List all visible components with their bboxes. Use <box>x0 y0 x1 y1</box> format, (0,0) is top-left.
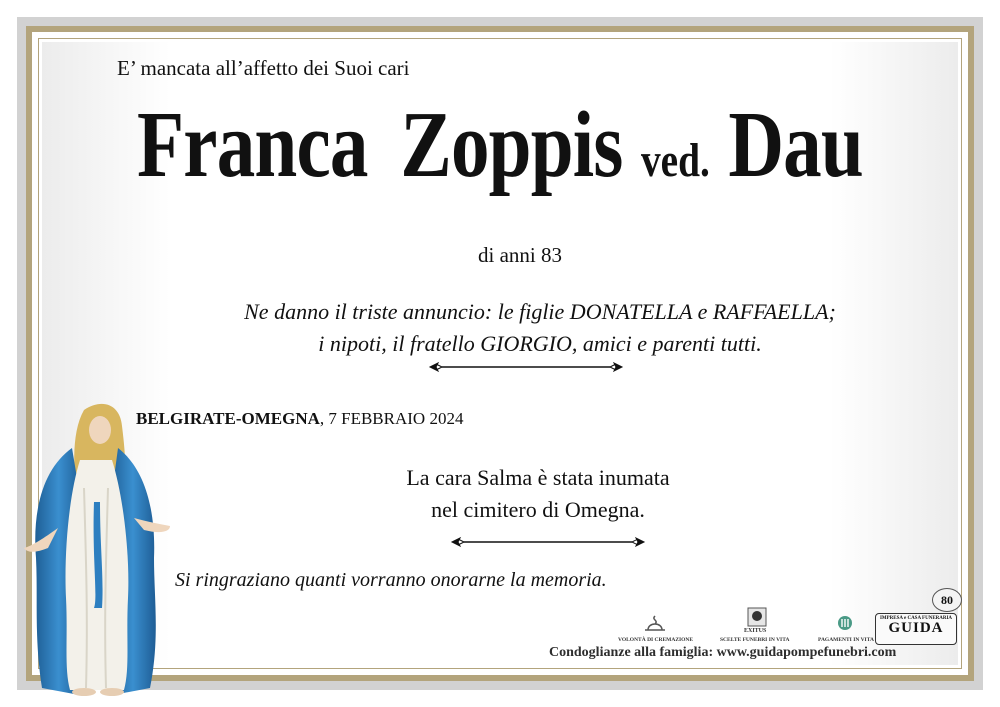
announcement <box>100 296 980 360</box>
married-name: Dau <box>728 93 863 197</box>
anniversary-badge: 80 <box>932 588 962 612</box>
burial-notice <box>300 462 776 526</box>
thanks-text: Si ringraziano quanti vorranno onorarne la memoria. <box>175 569 607 591</box>
announcement-line-1: Ne danno il triste annuncio: le figlie DONATELLA e RAFFAELLA; <box>244 299 836 324</box>
exitus-icon <box>746 606 768 628</box>
guida-logo <box>875 613 957 645</box>
madonna-image <box>14 398 186 698</box>
last-name: Zoppis <box>400 93 623 197</box>
exitus-label: SCELTE FUNEBRI IN VITA <box>720 637 790 643</box>
burial-line-2: nel cimitero di Omegna. <box>431 496 645 522</box>
burial-line-1: La cara Salma è stata inumata <box>406 465 670 490</box>
deceased-name <box>90 94 910 197</box>
intro-text: E’ mancata all’affetto dei Suoi cari <box>117 56 410 80</box>
cremation-icon <box>642 612 668 634</box>
guida-name: GUIDA <box>888 620 944 636</box>
payment-label: PAGAMENTI IN VITA <box>818 637 874 643</box>
payment-icon <box>836 614 854 632</box>
exitus-text: EXITUS <box>744 628 767 634</box>
cremation-label: VOLONTÀ DI CREMAZIONE <box>618 637 694 643</box>
divider-ornament-1 <box>428 361 624 373</box>
age-text: di anni 83 <box>478 243 562 267</box>
widow-abbrev: ved. <box>641 134 710 187</box>
divider-ornament-2 <box>450 536 646 548</box>
first-name: Franca <box>137 93 368 197</box>
condolences-link[interactable]: Condoglianze alla famiglia: www.guidapompefunebri.com <box>549 645 897 660</box>
place-name: BELGIRATE-OMEGNA <box>136 409 320 428</box>
date-text: , 7 FEBBRAIO 2024 <box>319 409 464 428</box>
guida-subtitle: IMPRESA e CASA FUNERARIA <box>879 616 953 621</box>
announcement-line-2: i nipoti, il fratello GIORGIO, amici e parenti tutti. <box>318 330 762 356</box>
